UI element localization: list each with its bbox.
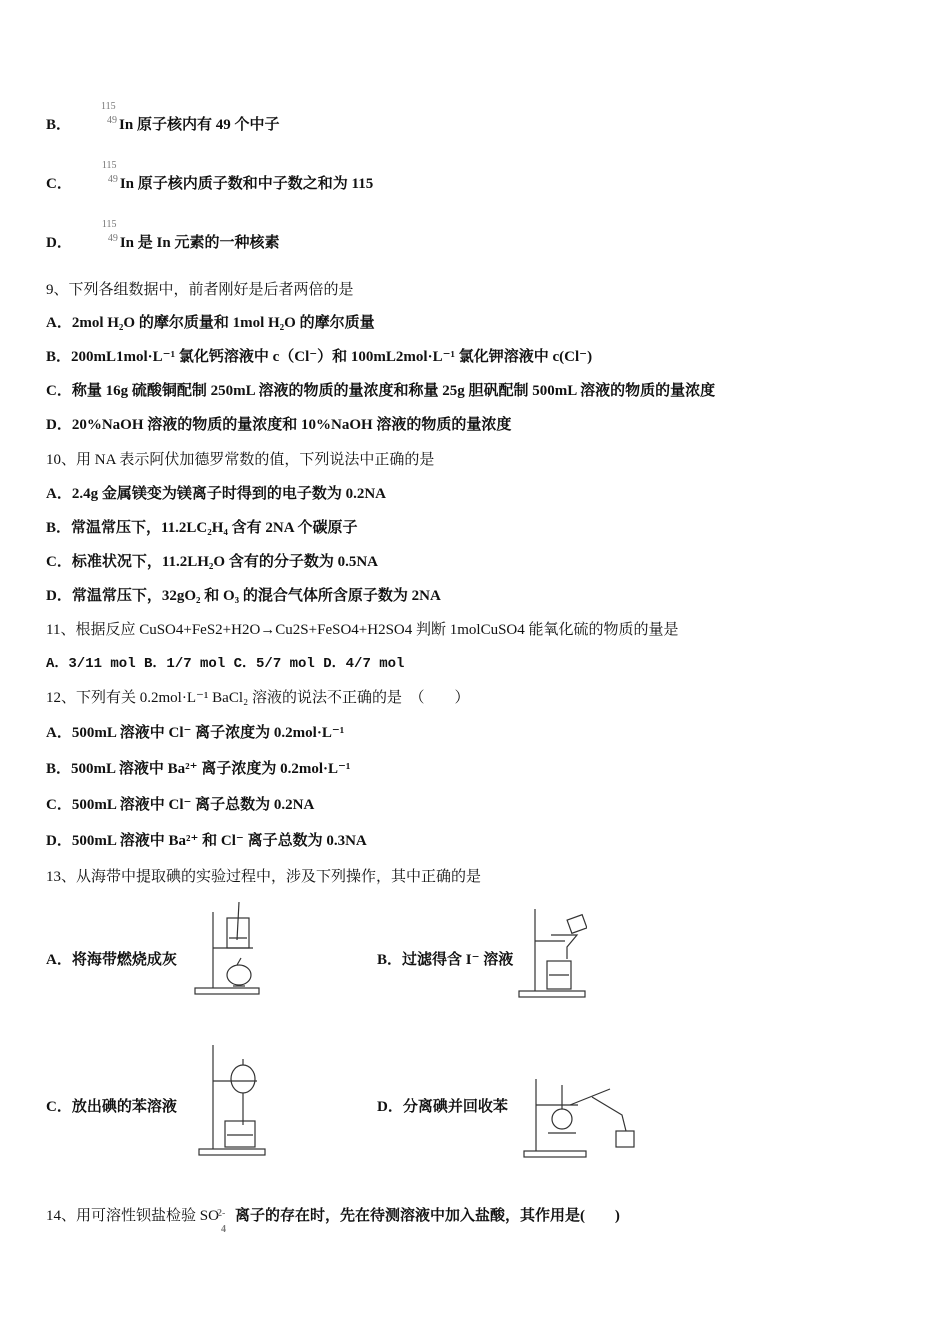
q13-option-c: C．放出碘的苯溶液 [46,1099,177,1115]
q10-option-d: D．常温常压下，32gO₂ 和 O₃ 的混合气体所含原子数为 2NA [46,588,441,604]
q9-option-a: A．2mol H₂O 的摩尔质量和 1mol H₂O 的摩尔质量 [46,315,375,331]
figure-burning-apparatus [193,900,263,997]
q10-stem: 10、用 NA 表示阿伏加德罗常数的值，下列说法中正确的是 [46,452,435,468]
nuclide-symbol: 115 49 [101,160,118,185]
q12-stem: 12、下列有关 0.2mol·L⁻¹ BaCl₂ 溶液的说法不正确的是 （ ） [46,690,470,706]
figure-filtration-apparatus [517,905,587,1000]
q12-option-d: D．500mL 溶液中 Ba²⁺ 和 Cl⁻ 离子总数为 0.3NA [46,833,367,849]
q8-option-d: D． 115 49 In 是 In 元素的一种核素 [46,219,280,251]
q8-option-b: B． 115 49 In 原子核内有 49 个中子 [46,101,280,133]
q12-option-c: C．500mL 溶液中 Cl⁻ 离子总数为 0.2NA [46,797,315,813]
nuclide-symbol: 115 49 [101,219,118,244]
q11-stem: 11、根据反应 CuSO4+FeS2+H2O→Cu2S+FeSO4+H2SO4 判断 1molCuSO4 能氧化硫的物质的量是 [46,622,679,638]
q9-stem: 9、下列各组数据中，前者刚好是后者两倍的是 [46,282,354,298]
q8-option-c: C． 115 49 In 原子核内质子数和中子数之和为 115 [46,160,374,192]
q9-option-d: D．20%NaOH 溶液的物质的量浓度和 10%NaOH 溶液的物质的量浓度 [46,417,512,433]
q13-option-a: A．将海带燃烧成灰 [46,952,177,968]
q10-option-c: C．标准状况下，11.2LH₂O 含有的分子数为 0.5NA [46,554,379,570]
figure-distillation-apparatus [522,1075,640,1161]
q10-option-b: B．常温常压下，11.2LC₂H₄ 含有 2NA 个碳原子 [46,520,358,536]
figure-separatory-funnel [197,1043,267,1158]
q11-options: A．3/11 mol B．1/7 mol C．5/7 mol D．4/7 mol [46,656,405,672]
q13-option-d: D．分离碘并回收苯 [377,1099,508,1115]
q10-option-a: A．2.4g 金属镁变为镁离子时得到的电子数为 0.2NA [46,486,386,502]
q14-stem: 14、用可溶性钡盐检验 SO 2- 4 离子的存在时，先在待测溶液中加入盐酸，其作用是( ) [46,1208,620,1235]
q9-option-c: C．称量 16g 硫酸铜配制 250mL 溶液的物质的量浓度和称量 25g 胆矾配制 500mL 溶液的物质的量浓度 [46,383,716,399]
nuclide-symbol: 115 49 [101,101,118,126]
q12-option-b: B．500mL 溶液中 Ba²⁺ 离子浓度为 0.2mol·L⁻¹ [46,761,351,777]
q13-stem: 13、从海带中提取碘的实验过程中，涉及下列操作，其中正确的是 [46,869,482,885]
q12-option-a: A．500mL 溶液中 Cl⁻ 离子浓度为 0.2mol·L⁻¹ [46,725,345,741]
q13-option-b: B．过滤得含 I⁻ 溶液 [377,952,514,968]
q9-option-b: B．200mL1mol·L⁻¹ 氯化钙溶液中 c（Cl⁻）和 100mL2mol·L⁻¹ 氯化钾溶液中 c(Cl⁻) [46,349,593,365]
